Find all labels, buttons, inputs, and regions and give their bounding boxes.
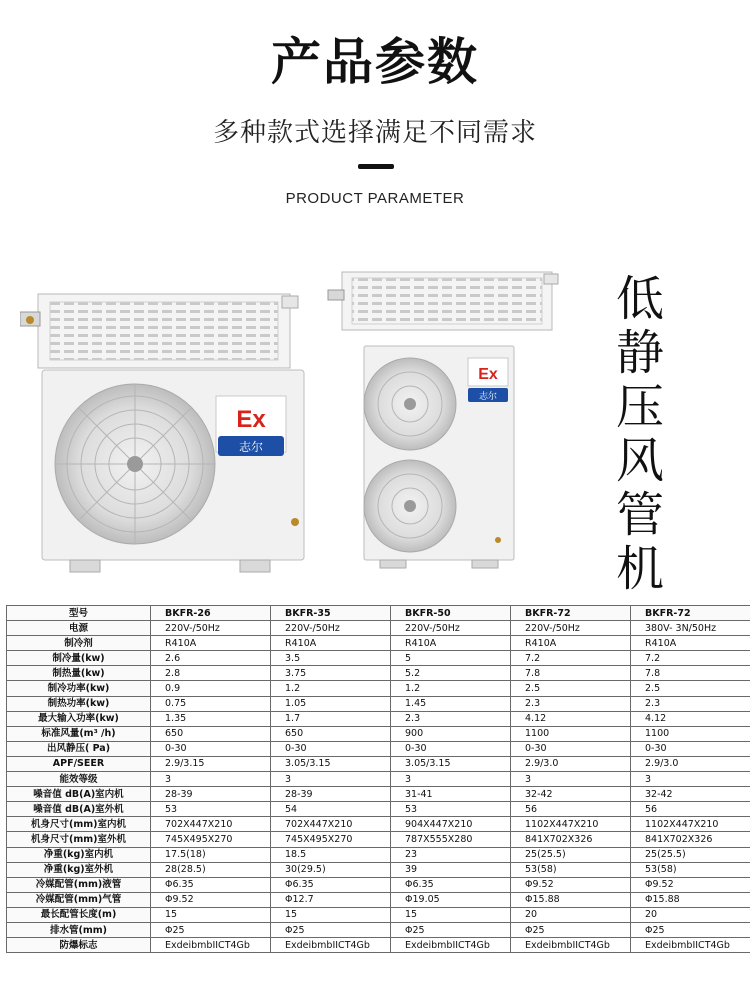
side-title-char: 压 [615, 379, 664, 435]
row-label: 机身尺寸(mm)室内机 [7, 817, 151, 832]
side-title-char: 静 [615, 325, 664, 381]
page-title: 产品参数 [271, 33, 479, 91]
table-row [7, 892, 750, 907]
table-cell: Φ6.35 [151, 877, 271, 892]
table-cell: ExdeibmbIICT4Gb [511, 938, 631, 953]
table-cell: 53 [151, 802, 271, 817]
model-name: BKFR-72 [511, 606, 631, 621]
table-cell: 2.8 [151, 666, 271, 681]
table-cell: 18.5 [271, 847, 391, 862]
table-row [7, 772, 750, 787]
table-cell: 25(25.5) [511, 847, 631, 862]
table-cell: 3.5 [271, 651, 391, 666]
spec-table [6, 605, 750, 953]
table-row [7, 832, 750, 847]
model-name: BKFR-26 [151, 606, 271, 621]
table-cell: R410A [391, 636, 511, 651]
table-cell: 56 [511, 802, 631, 817]
table-cell: 5.2 [391, 666, 511, 681]
table-row [7, 756, 750, 771]
row-label: 机身尺寸(mm)室外机 [7, 832, 151, 847]
table-cell: ExdeibmbIICT4Gb [271, 938, 391, 953]
table-cell: Φ9.52 [151, 892, 271, 907]
table-cell: Φ9.52 [511, 877, 631, 892]
table-cell: 2.3 [511, 696, 631, 711]
row-label: 标准风量(m³ /h) [7, 726, 151, 741]
table-cell: Φ25 [391, 922, 511, 937]
row-label: APF/SEER [7, 756, 151, 771]
table-cell: 1102X447X210 [511, 817, 631, 832]
table-cell: 28(28.5) [151, 862, 271, 877]
table-cell: 650 [271, 726, 391, 741]
table-cell: 1.45 [391, 696, 511, 711]
product-type-vertical-title [605, 272, 675, 596]
table-cell: 4.12 [631, 711, 750, 726]
table-row [7, 862, 750, 877]
row-label: 制冷功率(kw) [7, 681, 151, 696]
table-cell: 2.3 [631, 696, 750, 711]
row-label: 排水管(mm) [7, 922, 151, 937]
row-label: 制冷量(kw) [7, 651, 151, 666]
table-cell: 3.05/3.15 [391, 756, 511, 771]
table-cell: 2.5 [511, 681, 631, 696]
table-cell: 745X495X270 [151, 832, 271, 847]
row-label: 噪音值 dB(A)室内机 [7, 787, 151, 802]
table-cell: 25(25.5) [631, 847, 750, 862]
table-row [7, 787, 750, 802]
table-cell: 220V-/50Hz [511, 621, 631, 636]
table-row [7, 938, 750, 953]
table-header-row [7, 606, 750, 621]
table-cell: 20 [511, 907, 631, 922]
table-cell: 32-42 [631, 787, 750, 802]
table-row [7, 651, 750, 666]
ex-mark-right: Ex [478, 366, 498, 383]
table-cell: 7.8 [631, 666, 750, 681]
english-title: PRODUCT PARAMETER [285, 190, 465, 207]
table-cell: 745X495X270 [271, 832, 391, 847]
table-cell: 28-39 [151, 787, 271, 802]
table-cell: 0.9 [151, 681, 271, 696]
table-cell: 2.9/3.0 [511, 756, 631, 771]
table-row [7, 802, 750, 817]
table-cell: 4.12 [511, 711, 631, 726]
table-cell: 904X447X210 [391, 817, 511, 832]
table-cell: 39 [391, 862, 511, 877]
table-cell: 3 [511, 772, 631, 787]
indoor-unit-left [20, 294, 298, 368]
table-cell: 3 [631, 772, 750, 787]
table-cell: 2.6 [151, 651, 271, 666]
table-cell: 841X702X326 [511, 832, 631, 847]
table-cell: 53 [391, 802, 511, 817]
table-cell: Φ15.88 [631, 892, 750, 907]
side-title-char: 管 [615, 487, 664, 543]
row-label: 电源 [7, 621, 151, 636]
row-label: 制冷剂 [7, 636, 151, 651]
table-cell: 56 [631, 802, 750, 817]
table-cell: Φ25 [151, 922, 271, 937]
table-cell: Φ12.7 [271, 892, 391, 907]
table-cell: ExdeibmbIICT4Gb [631, 938, 750, 953]
model-name: BKFR-50 [391, 606, 511, 621]
table-cell: Φ19.05 [391, 892, 511, 907]
table-cell: R410A [271, 636, 391, 651]
row-label: 出风静压( Pa) [7, 741, 151, 756]
table-cell: 0-30 [391, 741, 511, 756]
table-cell: 2.9/3.0 [631, 756, 750, 771]
side-title-char: 机 [615, 541, 664, 597]
table-cell: 220V-/50Hz [391, 621, 511, 636]
table-cell: Φ25 [511, 922, 631, 937]
model-name: BKFR-35 [271, 606, 391, 621]
table-cell: 702X447X210 [151, 817, 271, 832]
row-label: 噪音值 dB(A)室外机 [7, 802, 151, 817]
table-cell: 1100 [631, 726, 750, 741]
table-cell: 1.2 [271, 681, 391, 696]
table-cell: 900 [391, 726, 511, 741]
table-cell: 3.75 [271, 666, 391, 681]
product-image [20, 260, 580, 590]
table-cell: ExdeibmbIICT4Gb [391, 938, 511, 953]
row-label: 能效等级 [7, 772, 151, 787]
table-cell: R410A [151, 636, 271, 651]
table-cell: 220V-/50Hz [151, 621, 271, 636]
table-cell: Φ6.35 [271, 877, 391, 892]
model-name: BKFR-72 [631, 606, 750, 621]
table-cell: 32-42 [511, 787, 631, 802]
table-cell: 841X702X326 [631, 832, 750, 847]
table-cell: 53(58) [511, 862, 631, 877]
table-row [7, 666, 750, 681]
table-row [7, 681, 750, 696]
table-cell: 787X555X280 [391, 832, 511, 847]
table-cell: 650 [151, 726, 271, 741]
table-cell: 3.05/3.15 [271, 756, 391, 771]
table-cell: 0.75 [151, 696, 271, 711]
table-cell: R410A [511, 636, 631, 651]
table-cell: 1.35 [151, 711, 271, 726]
table-cell: 220V-/50Hz [271, 621, 391, 636]
row-label: 净重(kg)室内机 [7, 847, 151, 862]
table-cell: 0-30 [511, 741, 631, 756]
row-label: 冷媒配管(mm)液管 [7, 877, 151, 892]
table-cell: 54 [271, 802, 391, 817]
title-divider [358, 164, 394, 169]
table-cell: 15 [151, 907, 271, 922]
row-label: 最长配管长度(m) [7, 907, 151, 922]
table-cell: 1.05 [271, 696, 391, 711]
side-title-char: 风 [615, 433, 664, 489]
table-cell: 20 [631, 907, 750, 922]
row-label: 防爆标志 [7, 938, 151, 953]
table-cell: 0-30 [631, 741, 750, 756]
table-cell: Φ25 [631, 922, 750, 937]
table-cell: R410A [631, 636, 750, 651]
table-row [7, 877, 750, 892]
table-row [7, 636, 750, 651]
table-row [7, 817, 750, 832]
table-cell: 1100 [511, 726, 631, 741]
table-row [7, 741, 750, 756]
table-cell: 3 [151, 772, 271, 787]
table-cell: 7.2 [511, 651, 631, 666]
table-cell: 0-30 [151, 741, 271, 756]
table-cell: 7.8 [511, 666, 631, 681]
table-cell: 7.2 [631, 651, 750, 666]
table-cell: 28-39 [271, 787, 391, 802]
table-cell: 31-41 [391, 787, 511, 802]
brand-logo-left: 志尔 [238, 440, 264, 454]
row-label: 最大输入功率(kw) [7, 711, 151, 726]
table-cell: 380V- 3N/50Hz [631, 621, 750, 636]
table-cell: 15 [391, 907, 511, 922]
table-cell: 5 [391, 651, 511, 666]
table-row [7, 922, 750, 937]
table-cell: 53(58) [631, 862, 750, 877]
table-row [7, 696, 750, 711]
table-row [7, 621, 750, 636]
brand-logo-right: 志尔 [478, 392, 498, 402]
header-label: 型号 [7, 606, 151, 621]
table-cell: 702X447X210 [271, 817, 391, 832]
table-cell: 3 [391, 772, 511, 787]
table-cell: ExdeibmbIICT4Gb [151, 938, 271, 953]
table-cell: 1102X447X210 [631, 817, 750, 832]
table-cell: 2.9/3.15 [151, 756, 271, 771]
table-cell: Φ15.88 [511, 892, 631, 907]
table-row [7, 907, 750, 922]
row-label: 冷媒配管(mm)气管 [7, 892, 151, 907]
table-cell: 15 [271, 907, 391, 922]
table-row [7, 847, 750, 862]
table-cell: 0-30 [271, 741, 391, 756]
table-cell: 1.7 [271, 711, 391, 726]
side-title-char: 低 [615, 271, 664, 327]
table-cell: Φ6.35 [391, 877, 511, 892]
table-cell: Φ25 [271, 922, 391, 937]
table-row [7, 711, 750, 726]
table-row [7, 726, 750, 741]
table-cell: Φ9.52 [631, 877, 750, 892]
row-label: 净重(kg)室外机 [7, 862, 151, 877]
table-cell: 17.5(18) [151, 847, 271, 862]
outdoor-unit-left [42, 370, 304, 572]
outdoor-unit-right [364, 346, 514, 568]
table-cell: 2.5 [631, 681, 750, 696]
table-cell: 3 [271, 772, 391, 787]
ex-mark-left: Ex [236, 406, 266, 433]
row-label: 制热功率(kw) [7, 696, 151, 711]
table-cell: 1.2 [391, 681, 511, 696]
indoor-unit-right [328, 272, 558, 330]
page-subtitle: 多种款式选择满足不同需求 [212, 118, 537, 148]
table-cell: 2.3 [391, 711, 511, 726]
table-cell: 30(29.5) [271, 862, 391, 877]
row-label: 制热量(kw) [7, 666, 151, 681]
table-cell: 23 [391, 847, 511, 862]
